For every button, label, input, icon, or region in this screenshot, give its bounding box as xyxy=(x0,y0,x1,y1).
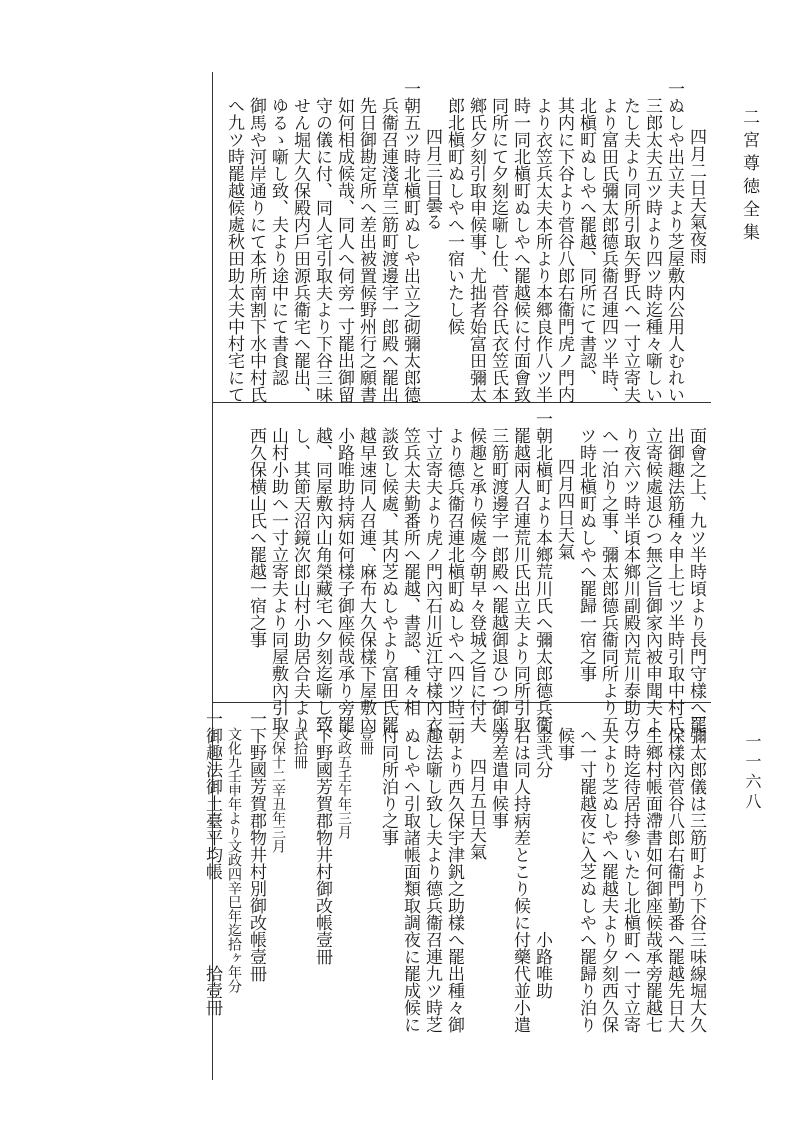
text-line: 西久保横山氏へ罷越一宿之事 xyxy=(246,427,266,648)
text-line: 山村小助へ一寸立寄夫より同屋敷內引取 xyxy=(268,427,288,733)
text-line: 一彌太郎儀は三筋町より下谷三味線堀大久 xyxy=(686,710,706,1033)
text-line: 時一同北槇町ぬしやへ罷越候に付面會致 xyxy=(510,97,530,403)
text-band-lower xyxy=(202,702,711,1080)
text-line: ツ時迄待居持參いたし北槇町へ一寸立寄 xyxy=(620,727,640,1033)
text-line: せん堀大久保殿内戶田源兵衞宅へ罷出、 xyxy=(290,97,310,403)
text-line: 兵衞召連淺草三筋町渡邊宇一郎殿へ罷出 xyxy=(378,97,398,403)
text-line: 一朝五ツ時北槇町ぬしや出立之砌彌太郎德 xyxy=(400,80,420,403)
page-header: 二宮尊徳全集 xyxy=(739,108,759,246)
text-line: 如何相成候哉、同人へ伺旁一寸罷出御留 xyxy=(334,97,354,403)
text-line: 文化九壬申年より文政四辛巳年迄拾ヶ年分 xyxy=(226,727,242,993)
text-line: 先日御勘定所へ差出被置候野州行之願書 xyxy=(356,97,376,403)
text-columns xyxy=(213,410,707,733)
text-line: ゆるゝ噺し致、夫より途中にて書食認 xyxy=(268,97,288,386)
text-line: 其内に下谷より菅谷八郎右衞門虎ノ門内 xyxy=(554,97,574,403)
text-line: し、其節天沼鏡次郎山村小助居合夫より xyxy=(290,427,310,733)
text-line: 壹冊 xyxy=(358,727,374,755)
text-line: 郎北槇町ぬしやへ一宿いたし候 xyxy=(444,97,464,335)
date-heading: 四月三日曇る xyxy=(422,128,442,230)
text-line: 同所にて夕刻迄噺し仕、菅谷氏衣笠氏本 xyxy=(488,97,508,403)
text-line: 一ぬしや出立夫より芝屋敷内公用人むれい xyxy=(664,80,684,403)
text-line: 越、同屋敷內山角榮藏宅へ夕刻迄噺し致 xyxy=(312,427,332,733)
text-line: たし夫より同所引取矢野氏へ一寸立寄夫 xyxy=(620,97,640,403)
text-frame xyxy=(202,72,711,1080)
date-heading: 四月五日天氣 xyxy=(466,758,486,860)
text-line: 生鄉村帳面滯書如何御座候哉承旁罷越七 xyxy=(642,727,662,1033)
text-line: 北槇町ぬしやへ罷越、同所にて書認、 xyxy=(576,97,596,386)
text-line: 御馬や河岸通りにて本所南割下水中村氏 xyxy=(246,97,266,403)
text-line: 趣法噺し致し夫より德兵衞召連九ツ時芝 xyxy=(422,727,442,1033)
text-line: 候趣と承り候處今朝早々登城之旨に付夫 xyxy=(466,427,486,733)
text-line: より衣笠兵太夫本所より本郷良作八ツ半 xyxy=(532,97,552,403)
text-line: 罷越兩人召連荒川氏出立夫より同所引取 xyxy=(510,427,530,733)
text-band-middle xyxy=(213,402,711,733)
text-line: 面會之上、九ツ半時頃より長門守樣へ罷 xyxy=(686,427,706,733)
text-line: へ九ツ時罷越候處秋田助太夫中村宅にて xyxy=(224,97,244,403)
text-line: 談致し候處、其内芝ぬしやより富田氏罷 xyxy=(378,427,398,733)
text-line: 三筋町渡邊宇一郎殿へ罷越御退ひつ御座 xyxy=(488,427,508,733)
text-line: 一朝より西久保宇津釩之助樣へ罷出種々御 xyxy=(444,710,464,1033)
text-line: 右は同人持病差とこり候に付藥代並小遣 xyxy=(510,727,530,1033)
text-line: 寸立寄夫より虎ノ門內石川近江守樣內衣 xyxy=(422,427,442,733)
text-line: 一金弐分 小路唯助 xyxy=(532,710,552,999)
text-line: より德兵衞召連北槇町ぬしやへ四ツ時一 xyxy=(444,427,464,733)
text-line: 候事 xyxy=(554,727,574,761)
text-line: り夜六ツ時半頃本鄉川副殿內荒川泰助方 xyxy=(620,427,640,733)
date-heading: 四月四日天氣 xyxy=(554,458,574,560)
text-line: 一下野國芳賀郡物井村別御改帳壹冊 xyxy=(246,710,266,982)
text-line: 夫より芝ぬしやへ罷越夫より夕刻西久保 xyxy=(598,727,618,1033)
text-line: 保樣內菅谷八郎右衞門勤番へ罷越先日大 xyxy=(664,727,684,1033)
text-line: 越早速同人召連、麻布大久保樣下屋敷內 xyxy=(356,427,376,733)
text-line: 立寄候處退ひつ無之旨御家內被申聞夫よ xyxy=(642,427,662,733)
text-line: 武拾冊 xyxy=(292,727,308,769)
text-line: 旁差遣申候事 xyxy=(488,727,508,829)
text-line: 天保十二辛丑年三月 xyxy=(270,727,286,853)
text-line: 出御趣法筋種々申上七ツ半時引取中村氏 xyxy=(664,427,684,733)
text-line: 守の儀に付、同人宅引取夫より下谷三味 xyxy=(312,97,332,403)
text-line: 小路唯助持病如何樣子御座候哉承り旁罷 xyxy=(334,427,354,733)
text-line: 一下野國芳賀郡物井村御改帳壹冊 xyxy=(312,710,332,965)
text-band-upper xyxy=(213,72,711,403)
text-line: 笠兵太夫勤番所へ罷越、書認、種々相 xyxy=(400,427,420,716)
text-columns xyxy=(202,710,707,1076)
text-columns xyxy=(213,80,707,403)
text-line: へ一泊り之事、彌太郎德兵衞同所より五 xyxy=(598,427,618,733)
text-line: 文政五壬午年三月 xyxy=(336,727,352,839)
text-line: 鄉氏夕刻引取申候事、尤拙者始富田彌太 xyxy=(466,97,486,403)
text-line: 一御趣法御土臺平均帳 拾壹冊 xyxy=(202,710,222,1016)
text-line: ツ時北槇町ぬしやへ罷歸一宿之事 xyxy=(576,427,596,682)
text-line: へ一寸罷越夜に入芝ぬしやへ罷歸り泊り xyxy=(576,727,596,1033)
text-line: 付同所泊り之事 xyxy=(378,727,398,846)
date-heading: 四月二日天氣夜雨 xyxy=(686,128,706,264)
text-line: より富田氏彌太郎德兵衞召連四ツ半時、 xyxy=(598,97,618,403)
text-line: 三郎太夫五ツ時より四ツ時迄種々噺しい xyxy=(642,97,662,403)
text-line: ぬしやへ引取諸帳面類取調夜に罷成候に xyxy=(400,727,420,1033)
text-line: 一朝北槇町より本鄉荒川氏へ彌太郎德兵衞 xyxy=(532,410,552,733)
page-number: 一一六八 xyxy=(743,733,762,813)
